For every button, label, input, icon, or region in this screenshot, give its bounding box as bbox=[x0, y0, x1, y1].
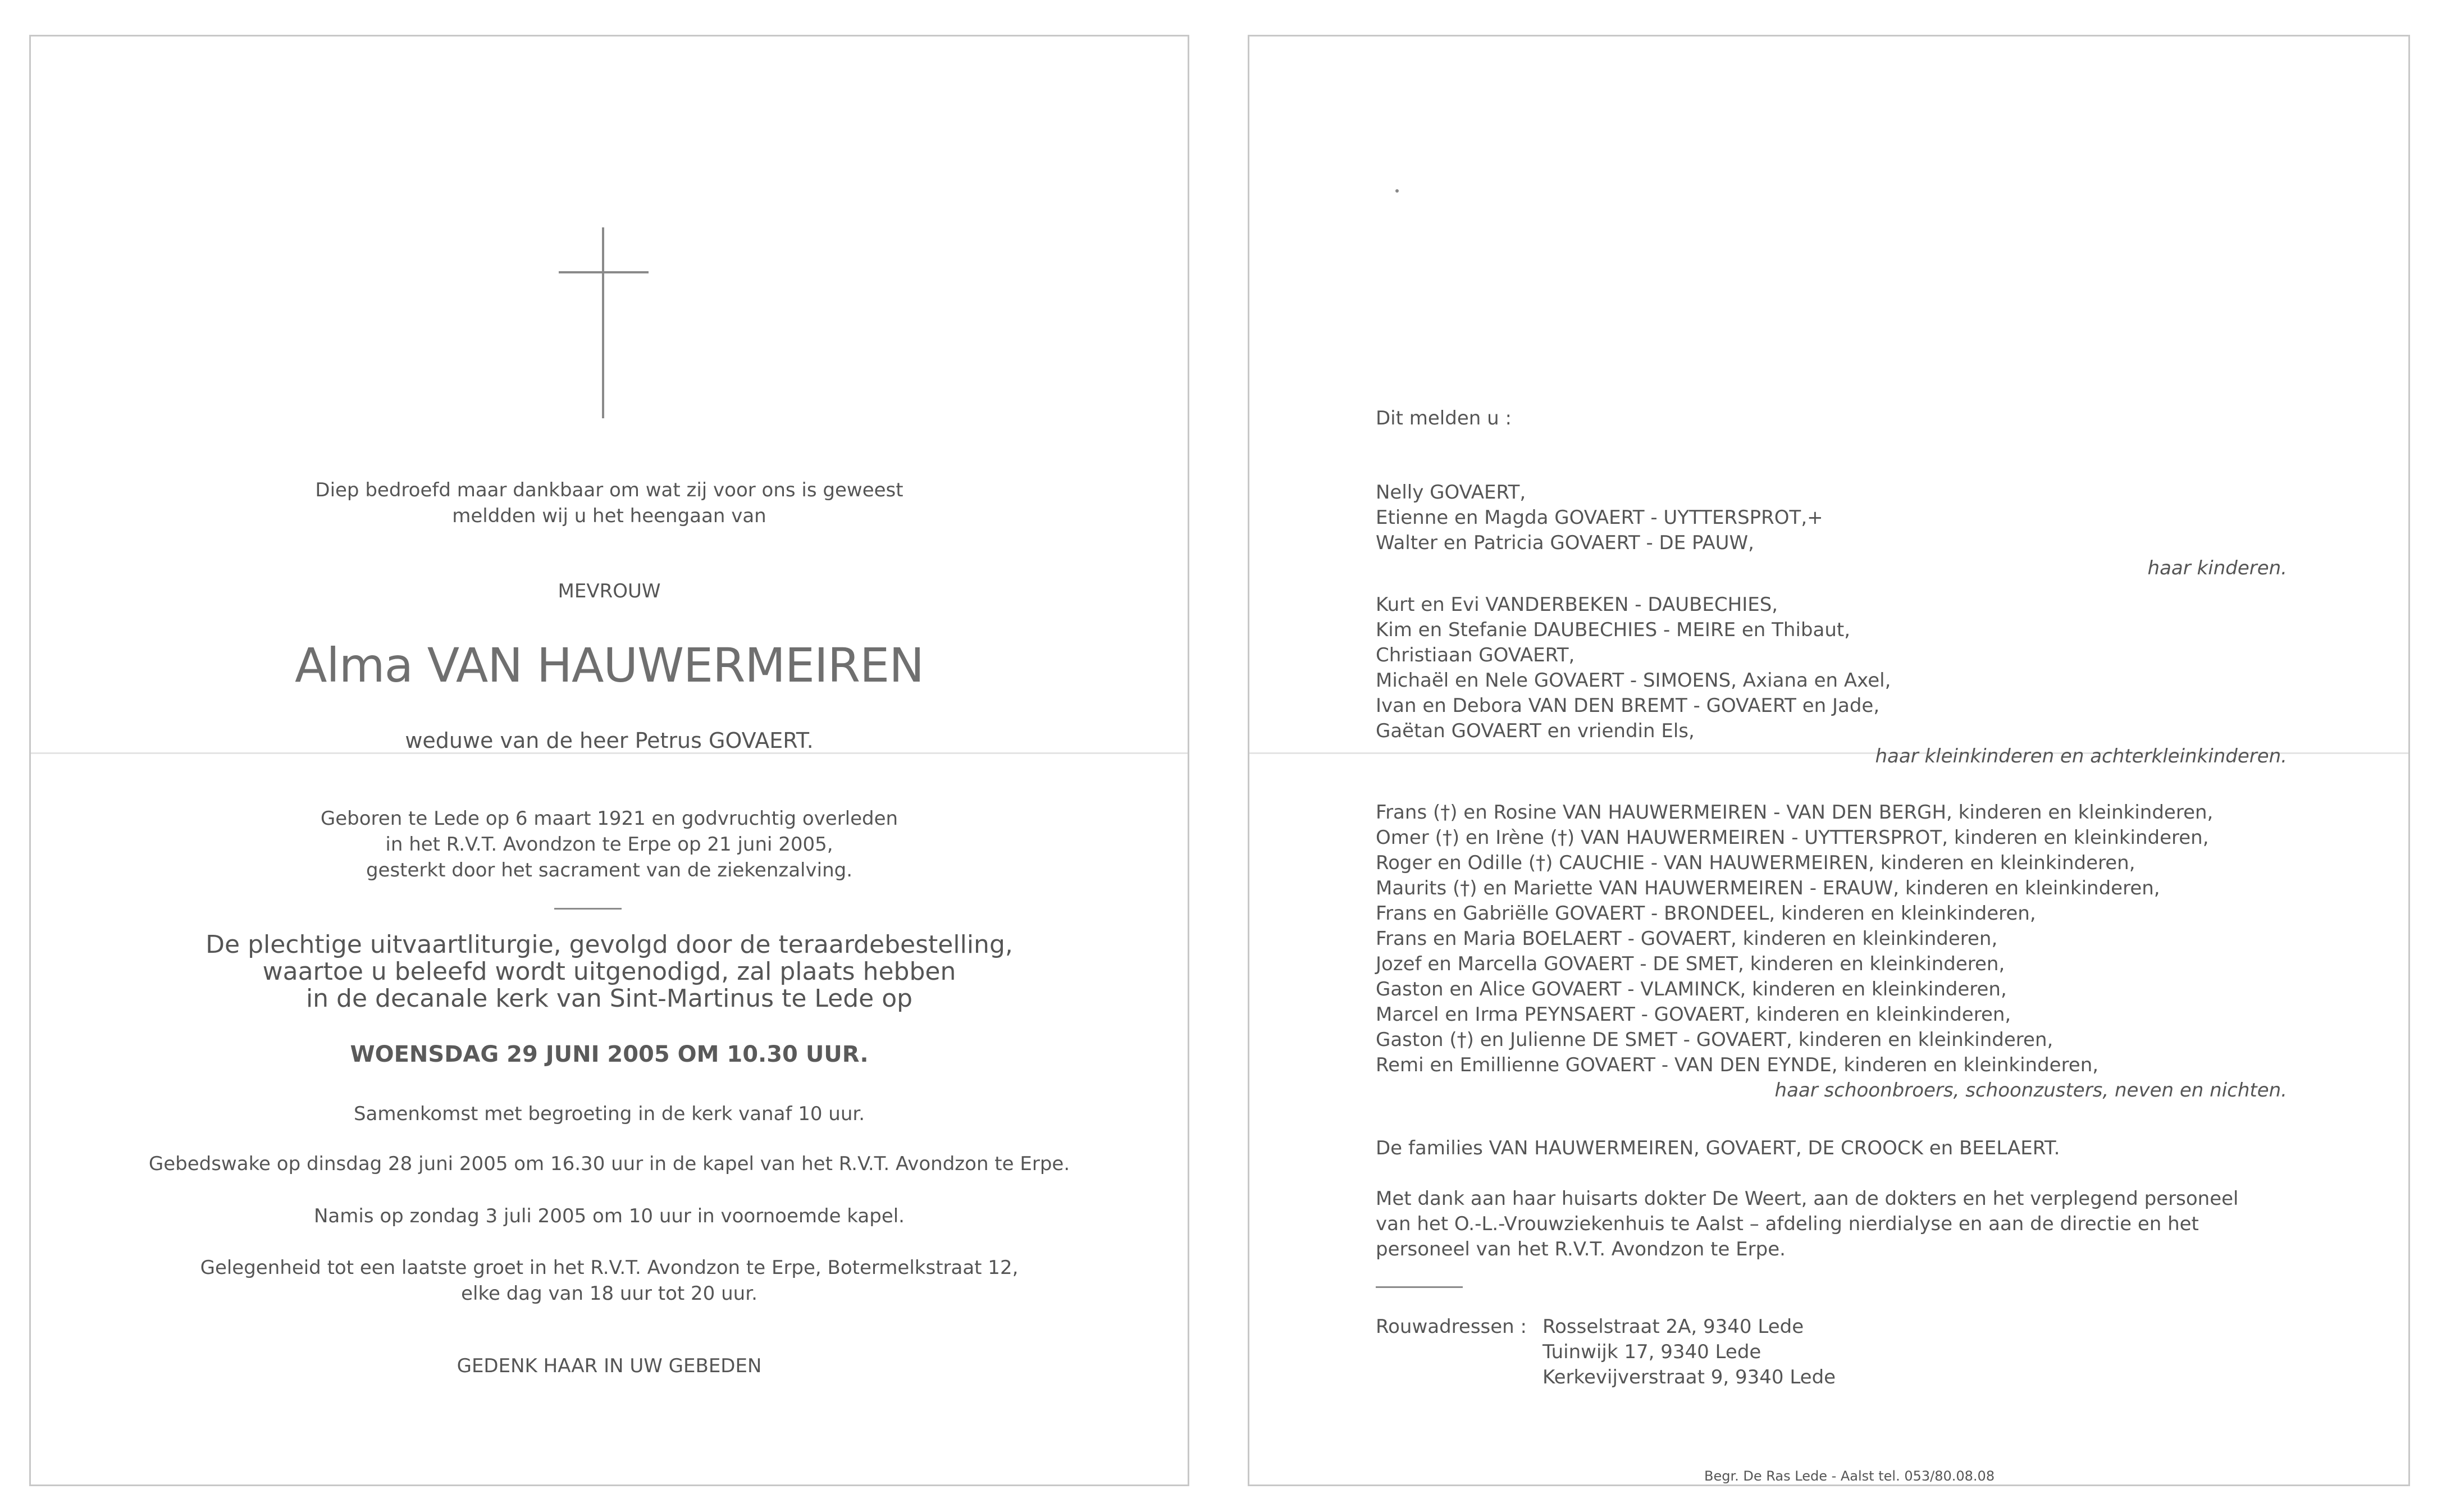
funeral-line-2: waartoe u beleefd wordt uitgenodigd, zal plaats hebben bbox=[262, 957, 956, 986]
grandchild-6: Gaëtan GOVAERT en vriendin Els, bbox=[1376, 720, 1695, 742]
address-3: Kerkevijverstraat 9, 9340 Lede bbox=[1542, 1366, 1836, 1388]
greeting-line-1: Gelegenheid tot een laatste groet in het R.V.T. Avondzon te Erpe, Botermelkstraat 12, bbox=[200, 1257, 1019, 1279]
sibling-3: Roger en Odille (†) CAUCHIE - VAN HAUWERMEIREN, kinderen en kleinkinderen, bbox=[1376, 852, 2135, 874]
sibling-5: Frans en Gabriëlle GOVAERT - BRONDEEL, kinderen en kleinkinderen, bbox=[1376, 902, 2036, 925]
sibling-8: Gaston en Alice GOVAERT - VLAMINCK, kinderen en kleinkinderen, bbox=[1376, 978, 2007, 1001]
grandchild-4: Michaël en Nele GOVAERT - SIMOENS, Axiana en Axel, bbox=[1376, 669, 1891, 692]
right-page bbox=[1248, 35, 2410, 1486]
address-1: Rosselstraat 2A, 9340 Lede bbox=[1542, 1315, 1804, 1338]
birth-line-2: in het R.V.T. Avondzon te Erpe op 21 juni 2005, bbox=[385, 833, 833, 856]
sibling-11: Remi en Emillienne GOVAERT - VAN DEN EYNDE, kinderen en kleinkinderen, bbox=[1376, 1054, 2099, 1076]
siblings-label: haar schoonbroers, schoonzusters, neven en nichten. bbox=[1774, 1079, 2287, 1102]
closing-line: GEDENK HAAR IN UW GEBEDEN bbox=[457, 1355, 762, 1377]
divider bbox=[554, 908, 622, 910]
sibling-6: Frans en Maria BOELAERT - GOVAERT, kinderen en kleinkinderen, bbox=[1376, 928, 1998, 950]
child-1: Nelly GOVAERT, bbox=[1376, 481, 1526, 504]
vigil-line: Gebedswake op dinsdag 28 juni 2005 om 16.30 uur in de kapel van het R.V.T. Avondzon te Erpe. bbox=[148, 1153, 1070, 1175]
opening-line: Dit melden u : bbox=[1376, 407, 1512, 430]
families-line: De families VAN HAUWERMEIREN, GOVAERT, DE CROOCK en BEELAERT. bbox=[1376, 1137, 2060, 1159]
sibling-1: Frans (†) en Rosine VAN HAUWERMEIREN - VAN DEN BERGH, kinderen en kleinkinderen, bbox=[1376, 801, 2214, 824]
grandchild-5: Ivan en Debora VAN DEN BREMT - GOVAERT en Jade, bbox=[1376, 695, 1880, 717]
child-2: Etienne en Magda GOVAERT - UYTTERSPROT,+ bbox=[1376, 506, 1823, 529]
address-label: Rouwadressen : bbox=[1376, 1315, 1527, 1338]
greeting-line-2: elke dag van 18 uur tot 20 uur. bbox=[461, 1282, 757, 1305]
printer-footer: Begr. De Ras Lede - Aalst tel. 053/80.08.08 bbox=[1704, 1468, 1995, 1484]
speck bbox=[1395, 189, 1399, 193]
intro-line-2: meldden wij u het heengaan van bbox=[452, 505, 766, 527]
cross-icon bbox=[559, 227, 649, 418]
funeral-date: WOENSDAG 29 JUNI 2005 OM 10.30 UUR. bbox=[350, 1042, 869, 1067]
birth-line-1: Geboren te Lede op 6 maart 1921 en godvruchtig overleden bbox=[320, 807, 898, 830]
funeral-line-1: De plechtige uitvaartliturgie, gevolgd door de teraardebestelling, bbox=[206, 930, 1013, 959]
left-page bbox=[29, 35, 1189, 1486]
thanks-line-2: van het O.-L.-Vrouwziekenhuis te Aalst – afdeling nierdialyse en aan de directie en het bbox=[1376, 1213, 2199, 1235]
sibling-2: Omer (†) en Irène (†) VAN HAUWERMEIREN - UYTTERSPROT, kinderen en kleinkinderen, bbox=[1376, 826, 2209, 849]
grandchild-1: Kurt en Evi VANDERBEKEN - DAUBECHIES, bbox=[1376, 593, 1778, 616]
namis-line: Namis op zondag 3 juli 2005 om 10 uur in voornoemde kapel. bbox=[314, 1205, 905, 1227]
children-label: haar kinderen. bbox=[2147, 557, 2287, 579]
sibling-7: Jozef en Marcella GOVAERT - DE SMET, kinderen en kleinkinderen, bbox=[1376, 953, 2005, 975]
address-2: Tuinwijk 17, 9340 Lede bbox=[1542, 1341, 1761, 1363]
widow-line: weduwe van de heer Petrus GOVAERT. bbox=[405, 728, 814, 753]
intro-line-1: Diep bedroefd maar dankbaar om wat zij voor ons is geweest bbox=[315, 479, 903, 501]
grandchild-2: Kim en Stefanie DAUBECHIES - MEIRE en Thibaut, bbox=[1376, 619, 1851, 641]
meeting-line: Samenkomst met begroeting in de kerk vanaf 10 uur. bbox=[353, 1103, 865, 1125]
grandchildren-label: haar kleinkinderen en achterkleinkinderen. bbox=[1875, 745, 2287, 768]
divider bbox=[1376, 1286, 1463, 1288]
grandchild-3: Christiaan GOVAERT, bbox=[1376, 644, 1575, 666]
sibling-9: Marcel en Irma PEYNSAERT - GOVAERT, kinderen en kleinkinderen, bbox=[1376, 1003, 2011, 1026]
sibling-10: Gaston (†) en Julienne DE SMET - GOVAERT, kinderen en kleinkinderen, bbox=[1376, 1029, 2053, 1051]
funeral-line-3: in de decanale kerk van Sint-Martinus te Lede op bbox=[305, 984, 913, 1013]
birth-line-3: gesterkt door het sacrament van de ziekenzalving. bbox=[366, 859, 853, 881]
thanks-line-1: Met dank aan haar huisarts dokter De Weert, aan de dokters en het verplegend personeel bbox=[1376, 1187, 2239, 1210]
thanks-line-3: personeel van het R.V.T. Avondzon te Erpe. bbox=[1376, 1238, 1786, 1260]
child-3: Walter en Patricia GOVAERT - DE PAUW, bbox=[1376, 532, 1754, 554]
sibling-4: Maurits (†) en Mariette VAN HAUWERMEIREN - ERAUW, kinderen en kleinkinderen, bbox=[1376, 877, 2160, 899]
title-mevrouw: MEVROUW bbox=[558, 580, 661, 602]
deceased-name: Alma VAN HAUWERMEIREN bbox=[294, 638, 924, 693]
